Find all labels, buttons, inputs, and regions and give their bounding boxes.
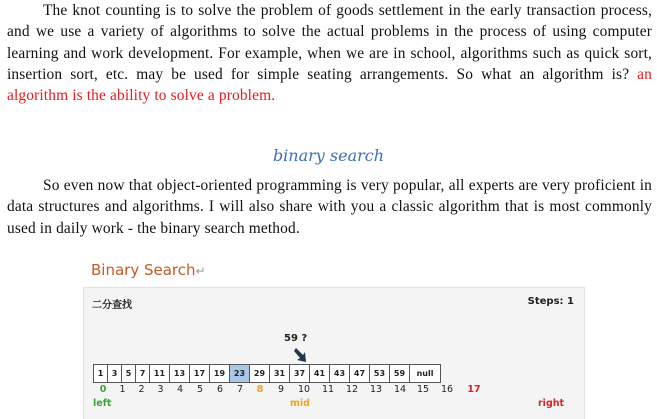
array-cell: 29: [250, 365, 270, 382]
array-cell: 17: [190, 365, 210, 382]
left-pointer-label: left: [93, 398, 112, 409]
array-cell: 47: [350, 365, 370, 382]
array-cell: 53: [370, 365, 390, 382]
array-cell: 7: [136, 365, 150, 382]
intro-highlight: an algorithm is the ability to solve a problem.: [7, 65, 652, 105]
array-cell: 3: [108, 365, 122, 382]
mid-pointer-label: mid: [290, 398, 310, 409]
target-value: 59 ?: [284, 333, 308, 344]
array-cell: 37: [290, 365, 310, 382]
array-index: 7: [236, 384, 244, 395]
array-index: 17: [467, 384, 481, 395]
body-paragraph: So even now that object-oriented programming is very popular, all experts are very proficient in data structures and algorithms. I will also share with you a classic algorithm that is most commonly used in daily work - the binary search method.: [7, 177, 652, 237]
array-cell: 31: [270, 365, 290, 382]
array-index: 1: [119, 384, 126, 395]
array-index: 4: [176, 384, 184, 395]
pointer-arrow-icon: [294, 348, 308, 364]
binary-search-figure: [83, 287, 585, 419]
array-index: 12: [345, 384, 359, 395]
array-cell: 13: [170, 365, 190, 382]
array-index: 2: [138, 384, 145, 395]
array-cell: 59: [390, 365, 410, 382]
caption-text: Binary Search: [91, 261, 196, 279]
array-index: 8: [256, 384, 264, 395]
array-cell: 19: [210, 365, 230, 382]
array-index: 6: [216, 384, 224, 395]
array-index: 11: [321, 384, 335, 395]
array-cell: 5: [122, 365, 136, 382]
array-index: 16: [440, 384, 454, 395]
intro-paragraph: [7, 0, 652, 106]
array-index: 9: [277, 384, 285, 395]
array-cell: 11: [150, 365, 170, 382]
figure-caption: [91, 261, 206, 279]
panel-title: 二分查找: [92, 300, 132, 311]
array-index: 13: [369, 384, 383, 395]
sorted-array: [93, 364, 441, 383]
array-indices: [93, 384, 488, 395]
intro-text: The knot counting is to solve the problem of goods settlement in the early transaction process, and we use a variety of algorithms to solve the actual problems in the process of using computer learning and work development. For example, when we are in school, algorithms such as quick sort, insertion sort, etc. may be used for simple seating arrangements. So what an algorithm is?: [7, 2, 652, 83]
array-cell: 43: [330, 365, 350, 382]
array-cell: null: [416, 369, 434, 378]
array-index: 14: [393, 384, 407, 395]
return-mark-icon: ↵: [195, 264, 206, 278]
array-cell: 1: [94, 365, 108, 382]
array-index: 0: [99, 384, 107, 395]
steps-counter: Steps: 1: [527, 296, 574, 307]
array-index: 15: [416, 384, 430, 395]
array-index: 5: [196, 384, 204, 395]
section-heading: binary search: [272, 146, 385, 165]
right-pointer-label: right: [538, 398, 565, 409]
array-index: 3: [157, 384, 164, 395]
array-cell: 41: [310, 365, 330, 382]
array-cell: 23: [230, 365, 250, 382]
array-index: 10: [297, 384, 311, 395]
